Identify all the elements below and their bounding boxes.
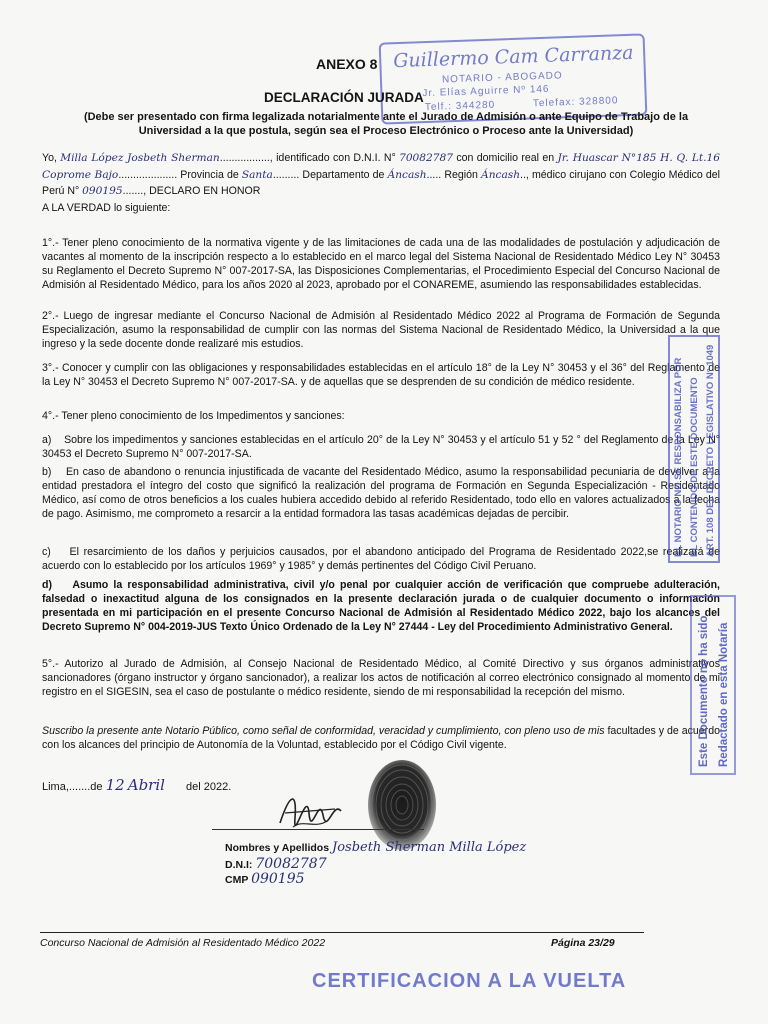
intro-verdad: A LA VERDAD lo siguiente: — [42, 201, 171, 214]
intro-domicilio: con domicilio real en — [456, 152, 555, 164]
notary-phone-2: Telf.: 344280 — [424, 99, 496, 114]
closing-rest: facultades y de acuerdo con los alcances del principio de Autonomía de la Voluntad, establecido por el Código Civil vigente. — [42, 725, 720, 752]
intro-region: Región — [444, 168, 478, 181]
closing-italic: Suscribo la presente ante Notario Público, como señal de conformidad, veracidad y cumplimiento, con pleno uso de mis — [42, 725, 605, 737]
footer-rule — [40, 932, 644, 933]
clause-c-text: El resarcimiento de los daños y perjuicios causados, por el abandono anticipado del Programa de Residentado 2022,se realizará de acuerdo con lo establecido por los artículos 1969° y 1985° y demás pertinentes del Código Civil Peruano. — [42, 546, 721, 573]
signer-cmp-label: CMP — [225, 874, 249, 886]
not-drafted-line-2: Redactado en esta Notaría — [718, 622, 730, 767]
clause-b-text: En caso de abandono o renuncia injustificada de vacante del Residentado Médico, asumo la responsabilidad pecuniaria de devolver a la entidad prestadora el íntegro del costo que significó la realización del programa de Formación en Segunda Especialización - Residentado Médico, así como de otros beneficios a los cuales hubiera accedido debido al referido Residentado, todo ello en valores actualizados a la fecha de pago. Asimismo, me comprometo a resarcir a la entidad formadora las tasas académicas dejadas de percibir. — [42, 466, 720, 521]
notary-address: Jr. Elías Aguirre Nº 146 — [422, 83, 550, 100]
intro-departamento: Departamento de — [302, 168, 385, 181]
notary-phone: Telefax: 328800 — [532, 95, 619, 110]
declarant-intro: Yo, Milla López Josbeth Sherman................., identificado con D.N.I. N° 70082787 con domicilio real en Jr. Huascar N°185 H. Q. Lt.16 Coprome Bajo.................... Provincia de Santa......... Departamento de Áncash..... Región Áncash.., médico cirujano con Colegio Médico del Perú N° 090195......., DECLARO EN HONOR A LA VERDAD lo siguiente: — [42, 150, 720, 216]
intro-medico: médico cirujano con Colegio Médico del Perú N° — [42, 168, 721, 197]
date-lima: Lima,.......de — [42, 781, 103, 793]
instruction-note — [62, 110, 710, 138]
notary-title: NOTARIO - ABOGADO — [441, 70, 563, 86]
certification-stamp: CERTIFICACION A LA VUELTA — [312, 970, 627, 992]
clause-b — [42, 465, 720, 521]
notary-name: Guillermo Cam Carranza — [392, 41, 634, 73]
clause-a-text: Sobre los impedimentos y sanciones establecidas en el artículo 20° de la Ley N° 30453 y el artículo 51 y 52 ° del Reglamento de la Ley N° 30453 el Decreto Supremo N° 007-2017-SA. — [42, 434, 720, 461]
signer-name: Josbeth Sherman Milla López — [331, 840, 527, 855]
signer-name-row — [225, 840, 526, 855]
signer-cmp-row — [225, 871, 305, 887]
signature-image — [275, 783, 345, 833]
intro-provincia: Provincia de — [180, 168, 239, 181]
declarant-cmp: 090195 — [82, 185, 123, 197]
clause-3: 3°.- Conocer y cumplir con las obligaciones y responsabilidades establecidas en el artículo 18° de la Ley N° 30453 y el 36° del Reglamento de la Ley N° 30453 el Decreto Supremo N° 007-2017-SA. y de aquellas que se desprenden de su condición de médico residente. — [42, 362, 720, 389]
signer-dni: 70082787 — [255, 856, 327, 872]
disclaimer-line-3: ART. 108 DEL DECRETO LEGISLATIVO N° 1049 — [705, 344, 716, 557]
clause-c — [42, 545, 720, 573]
signer-name-label: Nombres y Apellidos — [225, 842, 330, 854]
note-line-2: Universidad a la que postula, según sea el Proceso Electrónico o Proceso ante la Universidad) — [138, 125, 634, 137]
annex-label: ANEXO 8 — [316, 56, 378, 72]
clause-1: 1°.- Tener pleno conocimiento de la normativa vigente y de las limitaciones de cada una de las modalidades de postulación y adjudicación de vacantes al momento de la inscripción respecto a lo establecido en el marco legal del Sistema Nacional de Residentado Médico Ley N° 30453 su Reglamento el Decreto Supremo N° 007-2017-SA, las Disposiciones Complementarias, el Procedimiento Especial del Concurso Nacional de Admisión al Residentado Médico, para los años 2020 al 2023, aprobado por el CONAREME, asumiendo las responsabilidades establecidas. — [42, 237, 720, 292]
disclaimer-line-1: EL NOTARIO NO SE RESPONSABILIZA POR — [673, 357, 684, 557]
not-drafted-line-1: Este Documento no ha sido — [698, 615, 710, 767]
clause-d — [42, 578, 720, 634]
date-month: Abril — [127, 776, 165, 794]
declarant-name: Milla López Josbeth Sherman — [60, 152, 220, 164]
clause-b-label: b) — [42, 466, 52, 478]
declarant-department: Áncash — [387, 168, 427, 181]
note-line-1: (Debe ser presentado con firma legalizada notarialmente ante el Jurado de Admisión o ante Equipo de Trabajo de la — [83, 111, 689, 123]
declarant-province: Santa — [241, 168, 273, 181]
notary-disclaimer-stamp — [668, 335, 720, 563]
declarant-region: Áncash — [481, 168, 521, 181]
declarant-address: Jr. Huascar N°185 H. Q. Lt.16 Coprome Bajo — [42, 152, 720, 181]
clause-2: 2°.- Luego de ingresar mediante el Concurso Nacional de Admisión al Residentado Médico 2022 al Programa de Formación de Segunda Especialización, asumo la responsabilidad de cumplir con las normas del Sistema Nacional de Residentado Médico, la Universidad a la que ingreso y la sede docente donde realizaré mis estudios. — [42, 310, 720, 351]
fingerprint-image — [365, 757, 439, 853]
document-title: DECLARACIÓN JURADA — [264, 90, 424, 105]
clause-d-text: Asumo la responsabilidad administrativa, civil y/o penal por cualquier acción de verificación que compruebe adulteración, falsedad o inexactitud alguna de los consignados en la presente declaración jurada o de cualquier documento o información presentada en mi participación en el presente Concurso Nacional de Admisión al Residentado Médico 2022, bajo los alcances del Decreto Supremo N° 004-2019-JUS Texto Único Ordenado de la Ley N° 27444 - Ley del Procedimiento Administrativo General. — [42, 579, 720, 634]
signer-dni-row — [225, 856, 327, 872]
date-line — [42, 776, 231, 794]
signer-cmp: 090195 — [251, 871, 305, 887]
clause-d-label: d) — [42, 579, 52, 591]
clause-c-label: c) — [42, 546, 51, 558]
closing-statement — [42, 724, 720, 752]
intro-declaro: , DECLARO EN HONOR — [143, 185, 261, 197]
clause-5: 5°.- Autorizo al Jurado de Admisión, al Consejo Nacional de Residentado Médico, al Comité Directivo y sus órganos administrativos sancionadores (órgano instructor y órgano sancionador), a realizar los actos de notificación al correo electrónico consignado al momento de mi registro en el SIGESIN, sea el caso de postulante o médico residente, siendo de mi responsabilidad la recepción del mismo. — [42, 658, 720, 699]
declarant-dni: 70082787 — [399, 152, 453, 164]
not-drafted-stamp — [690, 595, 736, 775]
signature-line — [212, 829, 424, 830]
date-year: del 2022. — [186, 781, 232, 793]
footer-contest-name: Concurso Nacional de Admisión al Residentado Médico 2022 — [40, 937, 326, 949]
footer-page-number: Página 23/29 — [551, 937, 615, 949]
date-day: 12 — [105, 776, 125, 794]
intro-identificado: identificado con D.N.I. N° — [276, 152, 396, 164]
clause-a-label: a) — [42, 434, 52, 446]
signer-dni-label: D.N.I: — [225, 859, 253, 871]
intro-yo: Yo, — [42, 152, 57, 164]
disclaimer-line-2: EL CONTENIDO DE ESTE DOCUMENTO — [689, 377, 700, 557]
clause-a — [42, 433, 720, 461]
clause-4: 4°.- Tener pleno conocimiento de los Impedimentos y sanciones: — [42, 410, 345, 422]
